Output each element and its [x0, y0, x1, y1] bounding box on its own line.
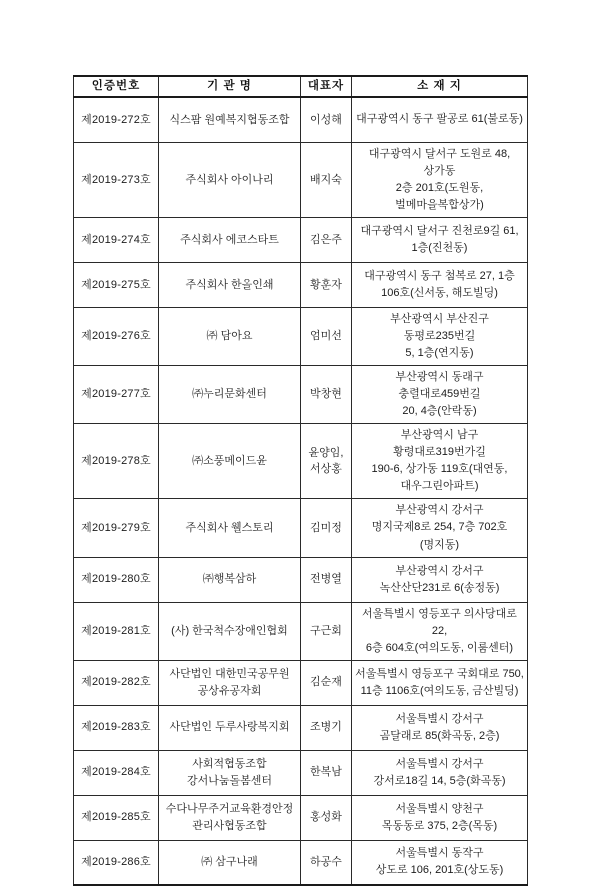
table-row [74, 142, 528, 217]
cert-no-cell: 제2019-286호 [74, 840, 159, 885]
header-org-name: 기 관 명 [159, 76, 301, 97]
address-cell: 부산광역시 부산진구 동평로235번길 5, 1층(연지동) [352, 307, 528, 365]
cert-no-cell: 제2019-280호 [74, 557, 159, 602]
representative-cell: 한복남 [301, 750, 352, 795]
org-name-cell: ㈜행복삼하 [159, 557, 301, 602]
representative-cell: 윤양임, 서상홍 [301, 424, 352, 499]
cert-no-cell: 제2019-276호 [74, 307, 159, 365]
representative-cell: 김은주 [301, 217, 352, 262]
table-row [74, 366, 528, 424]
representative-cell: 배지숙 [301, 142, 352, 217]
representative-cell: 하공수 [301, 840, 352, 885]
table-row [74, 217, 528, 262]
cert-no-cell: 제2019-283호 [74, 705, 159, 750]
org-name-cell: 사회적협동조합 강서나눔돌봄센터 [159, 750, 301, 795]
table-row [74, 307, 528, 365]
table-row [74, 97, 528, 142]
cert-no-cell: 제2019-279호 [74, 499, 159, 557]
representative-cell: 전병열 [301, 557, 352, 602]
address-cell: 대구광역시 달서구 진천로9길 61, 1층(진천동) [352, 217, 528, 262]
org-name-cell: 사단법인 두루사랑복지회 [159, 705, 301, 750]
org-name-cell: 주식회사 웰스토리 [159, 499, 301, 557]
address-cell: 대구광역시 동구 첨복로 27, 1층 106호(신서동, 해도빌딩) [352, 262, 528, 307]
address-cell: 서울특별시 영등포구 국회대로 750, 11층 1106호(여의도동, 금산빌딩) [352, 660, 528, 705]
address-cell: 서울특별시 강서구 곰달래로 85(화곡동, 2층) [352, 705, 528, 750]
table-row [74, 557, 528, 602]
address-cell: 부산광역시 강서구 명지국제8로 254, 7층 702호(명지동) [352, 499, 528, 557]
org-name-cell: ㈜ 담아요 [159, 307, 301, 365]
cert-no-cell: 제2019-281호 [74, 602, 159, 660]
org-name-cell: ㈜누리문화센터 [159, 366, 301, 424]
org-name-cell: 식스팜 원예복지협동조합 [159, 97, 301, 142]
cert-no-cell: 제2019-272호 [74, 97, 159, 142]
table-row [74, 499, 528, 557]
cert-no-cell: 제2019-275호 [74, 262, 159, 307]
address-cell: 부산광역시 강서구 녹산산단231로 6(송정동) [352, 557, 528, 602]
representative-cell: 엄미선 [301, 307, 352, 365]
representative-cell: 조병기 [301, 705, 352, 750]
header-cert-no: 인증번호 [74, 76, 159, 97]
representative-cell: 황훈자 [301, 262, 352, 307]
org-name-cell: 주식회사 에코스타트 [159, 217, 301, 262]
cert-no-cell: 제2019-285호 [74, 795, 159, 840]
representative-cell: 김미정 [301, 499, 352, 557]
org-name-cell: ㈜ 삼구나래 [159, 840, 301, 885]
address-cell: 부산광역시 남구 황령대로319번가길 190-6, 상가동 119호(대연동, 대우그린아파트) [352, 424, 528, 499]
org-name-cell: ㈜소풍메이드윤 [159, 424, 301, 499]
address-cell: 서울특별시 양천구 목동동로 375, 2층(목동) [352, 795, 528, 840]
cert-no-cell: 제2019-284호 [74, 750, 159, 795]
cert-no-cell: 제2019-278호 [74, 424, 159, 499]
cert-no-cell: 제2019-274호 [74, 217, 159, 262]
cert-no-cell: 제2019-282호 [74, 660, 159, 705]
table-body [74, 97, 528, 885]
table-row [74, 602, 528, 660]
address-cell: 서울특별시 강서구 강서로18길 14, 5층(화곡동) [352, 750, 528, 795]
address-cell: 부산광역시 동래구 충렬대로459번길 20, 4층(안락동) [352, 366, 528, 424]
table-row [74, 424, 528, 499]
org-name-cell: (사) 한국척수장애인협회 [159, 602, 301, 660]
representative-cell: 박창현 [301, 366, 352, 424]
address-cell: 서울특별시 영등포구 의사당대로 22, 6층 604호(여의도동, 이룸센터) [352, 602, 528, 660]
cert-no-cell: 제2019-273호 [74, 142, 159, 217]
header-representative: 대표자 [301, 76, 352, 97]
org-name-cell: 주식회사 한올인쇄 [159, 262, 301, 307]
cert-no-cell: 제2019-277호 [74, 366, 159, 424]
address-cell: 서울특별시 동작구 상도로 106, 201호(상도동) [352, 840, 528, 885]
address-cell: 대구광역시 달서구 도원로 48, 상가동 2층 201호(도원동, 벌메마을복합상가) [352, 142, 528, 217]
header-address: 소 재 지 [352, 76, 528, 97]
certification-table [73, 75, 528, 886]
representative-cell: 홍성화 [301, 795, 352, 840]
address-cell: 대구광역시 동구 팔공로 61(불로동) [352, 97, 528, 142]
org-name-cell: 주식회사 아이나리 [159, 142, 301, 217]
representative-cell: 김순재 [301, 660, 352, 705]
org-name-cell: 수다나무주거교육환경안정 관리사협동조합 [159, 795, 301, 840]
representative-cell: 구근회 [301, 602, 352, 660]
table-header-row [74, 76, 528, 97]
table-row [74, 795, 528, 840]
table-row [74, 840, 528, 885]
table-row [74, 262, 528, 307]
table-row [74, 660, 528, 705]
table-row [74, 750, 528, 795]
table-row [74, 705, 528, 750]
org-name-cell: 사단법인 대한민국공무원 공상유공자회 [159, 660, 301, 705]
representative-cell: 이성해 [301, 97, 352, 142]
